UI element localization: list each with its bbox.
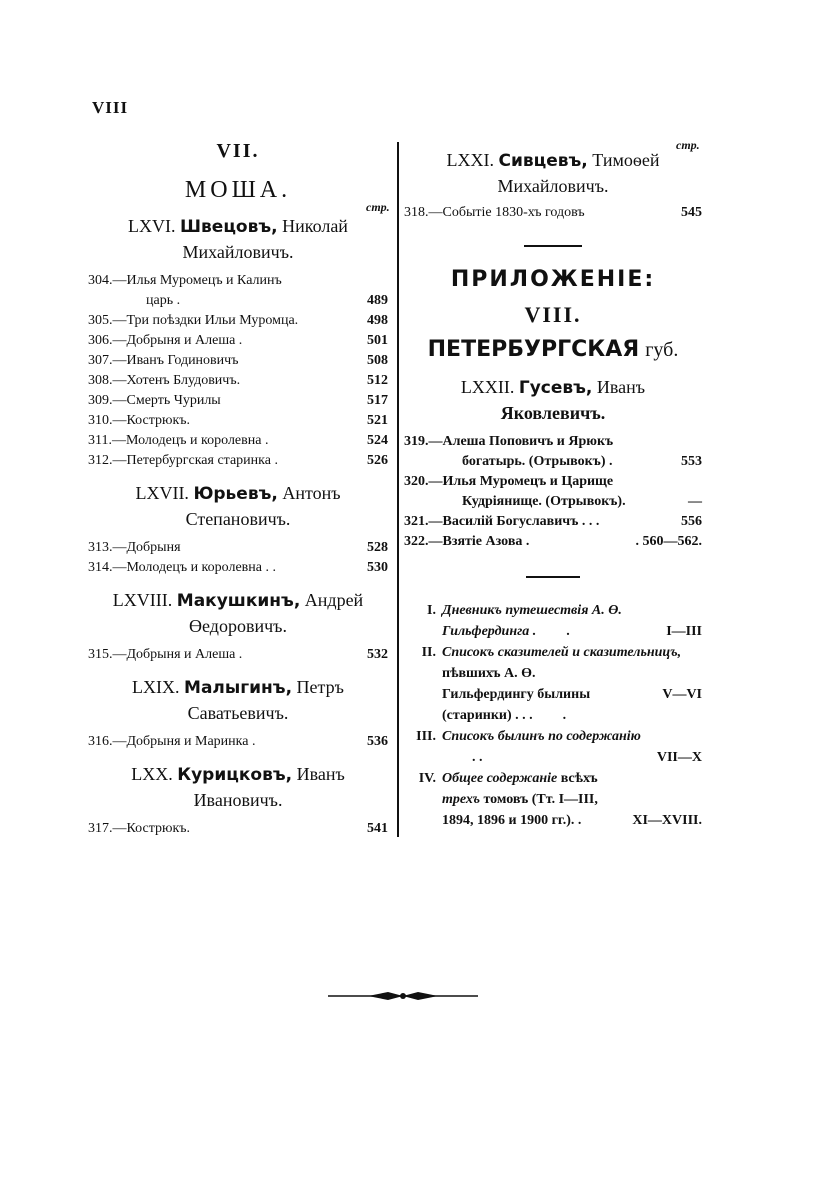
song-entry: 322.—Взятіе Азова . . 560—562.: [404, 532, 702, 552]
page-ref: 517: [367, 393, 388, 408]
page-ref: 553: [681, 454, 702, 469]
song-entry: 321.—Василій Богуславичъ . . . 556: [404, 512, 702, 532]
singer-heading: LXXII. Гусевъ, Иванъ: [460, 377, 646, 398]
page-ref: V—VI: [662, 687, 702, 702]
song-entry: 313.—Добрыня 528: [88, 538, 388, 558]
singer-heading: LXVIII. Макушкинъ, Андрей: [112, 590, 364, 611]
song-entry: 308.—Хотенъ Блудовичъ. 512: [88, 371, 388, 391]
page-ref: . 560—562.: [635, 534, 702, 549]
page-ref: I—III: [666, 624, 702, 639]
page-ref: 530: [367, 560, 388, 575]
singer-patronymic: Саватьевичъ.: [187, 703, 289, 723]
song-entry: 311.—Молодецъ и королевна . 524: [88, 431, 388, 451]
song-entry: 310.—Кострюкъ. 521: [88, 411, 388, 431]
singer-patronymic: Михайловичъ.: [497, 176, 609, 196]
song-entry-continuation: царь . 489: [88, 291, 388, 311]
appendix-entry: III. Списокъ былинъ по содержанію . . VII—X: [406, 726, 702, 768]
page-ref: 501: [367, 333, 388, 348]
singer-heading: LXVI. Швецовъ, Николай: [128, 216, 348, 237]
song-entry: 316.—Добрыня и Маринка . 536: [88, 732, 388, 752]
page-ref: 532: [367, 647, 388, 662]
page-ref: 521: [367, 413, 388, 428]
appendix-entry: I. Дневникъ путешествія А. Ө. Гильфердинга . . I—III: [406, 600, 702, 642]
singer-patronymic: Яковлевичъ.: [500, 403, 606, 423]
page-ref: 489: [367, 293, 388, 308]
page-number: VIII: [92, 98, 129, 117]
singer-patronymic: Өедоровичъ.: [189, 616, 287, 636]
song-entry: 312.—Петербургская старинка . 526: [88, 451, 388, 471]
song-entry: 314.—Молодецъ и королевна . . 530: [88, 558, 388, 578]
song-entry: 309.—Смерть Чурилы 517: [88, 391, 388, 411]
song-entry: 306.—Добрыня и Алеша . 501: [88, 331, 388, 351]
section-number: VIII.: [524, 302, 582, 327]
singer-heading: LXXI. Сивцевъ, Тимоѳей: [446, 150, 660, 171]
song-entry-continuation: богатырь. (Отрывокъ) . 553: [404, 452, 702, 472]
singer-patronymic: Степановичъ.: [185, 509, 291, 529]
right-column: [404, 148, 702, 831]
appendix-entry: II. Списокъ сказителей и сказительницъ, пѣвшихъ А. Ө. Гильфердингу былины (старинки) . . . . V—VI: [406, 642, 702, 726]
appendix-title: ПРИЛОЖЕНІЕ:: [450, 267, 656, 292]
song-entry: 305.—Три поѣздки Ильи Муромца. 498: [88, 311, 388, 331]
section-title: ПЕТЕРБУРГСКАЯ губ.: [427, 337, 679, 362]
song-entry: 318.—Событіе 1830-хъ годовъ 545: [404, 205, 702, 220]
singer-patronymic: Михайловичъ.: [182, 242, 294, 262]
singer-heading: LXVII. Юрьевъ, Антонъ: [135, 483, 341, 504]
page-ref: 526: [367, 453, 388, 468]
page-ref: XI—XVIII.: [632, 813, 702, 828]
page-column-label-right: стр.: [676, 138, 700, 152]
page-ref: 528: [367, 540, 388, 555]
page-ref: 524: [367, 433, 388, 448]
column-divider: [397, 142, 399, 837]
page-ref: 541: [367, 821, 388, 836]
singer-heading: LXX. Курицковъ, Иванъ: [131, 764, 345, 785]
song-entry: 319.—Алеша Поповичъ и Ярюкъ: [404, 434, 614, 449]
page-ref: 536: [367, 734, 388, 749]
page-ref: 556: [681, 514, 702, 529]
song-entry: 307.—Иванъ Годиновичъ 508: [88, 351, 388, 371]
ornament-divider-icon: [328, 986, 478, 1006]
page-ref: VII—X: [656, 750, 702, 765]
page-ref: 508: [367, 353, 388, 368]
page-column-label-left: стр.: [366, 200, 390, 214]
song-entry: 315.—Добрыня и Алеша . 532: [88, 645, 388, 665]
divider-rule: [524, 245, 582, 247]
song-entry: 317.—Кострюкъ. 541: [88, 819, 388, 839]
section-number: VII.: [216, 140, 260, 162]
song-entry: 320.—Илья Муромецъ и Царище: [404, 474, 614, 489]
page-ref: 498: [367, 313, 388, 328]
page-ref: 512: [367, 373, 388, 388]
singer-patronymic: Ивановичъ.: [193, 790, 283, 810]
page-ref: —: [688, 494, 702, 509]
appendix-entry: IV. Общее содержаніе всѣхъ трехъ томовъ (Тт. I—III, 1894, 1896 и 1900 гг.). . XI—XVIII.: [406, 768, 702, 831]
song-entry-continuation: Кудріянище. (Отрывокъ). —: [404, 492, 702, 512]
left-column: [88, 140, 388, 839]
singer-heading: LXIX. Малыгинъ, Петръ: [132, 677, 344, 698]
divider-rule: [526, 576, 580, 578]
song-entry: 304.—Илья Муромецъ и Калинъ: [88, 273, 282, 288]
section-title: МОША.: [184, 177, 292, 203]
